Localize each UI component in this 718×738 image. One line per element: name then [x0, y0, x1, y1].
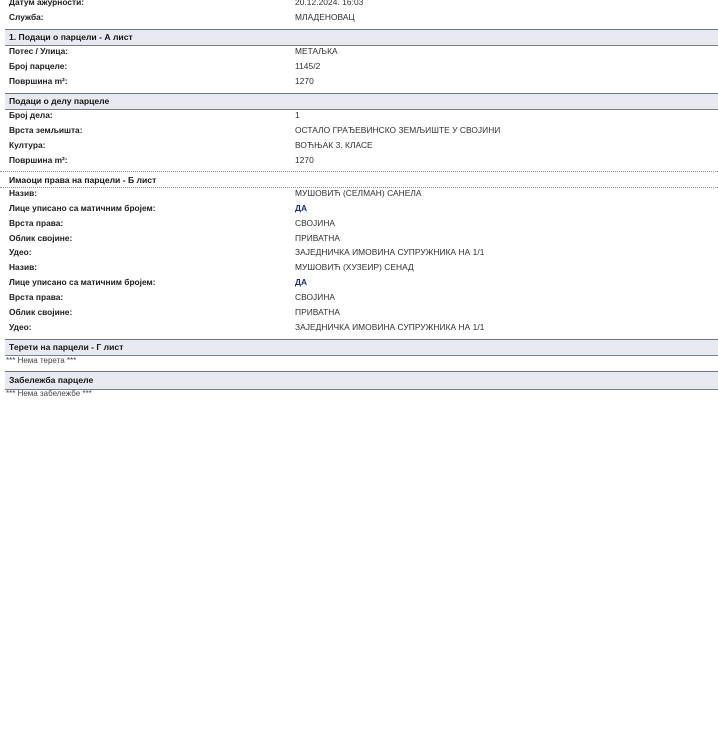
parcel-location-row: [0, 44, 718, 59]
owner-1-share-row: [0, 245, 718, 260]
service-value: МЛАДЕНОВАЦ: [295, 12, 355, 22]
owner-2-ownership-form-label: Облик својине:: [9, 307, 73, 317]
owner-1-registered-row: [0, 201, 718, 216]
owner-2-name-row: [0, 260, 718, 275]
owner-2-name-label: Назив:: [9, 262, 38, 272]
parcel-number-label: Број парцеле:: [9, 61, 68, 71]
owner-2-registered-row: [0, 275, 718, 290]
owner-1-ownership-form-value: ПРИВАТНА: [295, 233, 341, 243]
owner-2-ownership-form-row: [0, 305, 718, 320]
part-area-value: 1270: [295, 155, 314, 165]
part-number-row: [0, 108, 718, 123]
owner-2-right-type-label: Врста права:: [9, 292, 64, 302]
owner-2-right-type-row: [0, 290, 718, 305]
owner-2-share-value: ЗАЈЕДНИЧКА ИМОВИНА СУПРУЖНИКА НА 1/1: [295, 322, 485, 332]
owner-1-share-value: ЗАЈЕДНИЧКА ИМОВИНА СУПРУЖНИКА НА 1/1: [295, 247, 485, 257]
part-number-label: Број дела:: [9, 110, 53, 120]
parcel-area-value: 1270: [295, 76, 314, 86]
parcel-location-value: МЕТАЉКА: [295, 46, 338, 56]
owner-1-right-type-label: Врста права:: [9, 218, 64, 228]
owner-2-share-label: Удео:: [9, 322, 32, 332]
update-date-label: Датум ажурности:: [9, 0, 85, 7]
owner-2-registered-label: Лице уписано са матичним бројем:: [9, 277, 156, 287]
service-row: [0, 10, 718, 25]
owner-1-right-type-row: [0, 216, 718, 231]
part-area-row: [0, 153, 718, 168]
owner-1-name-label: Назив:: [9, 188, 38, 198]
section-b-title: Имаоци права на парцели - Б лист: [9, 175, 157, 185]
section-notes-title: Забележба парцеле: [9, 375, 94, 385]
owner-1-name-value: МУШОВИЋ (СЕЛМАН) САНЕЛА: [295, 188, 422, 198]
section-g-header: [5, 339, 718, 356]
section-g-title: Терети на парцели - Г лист: [9, 342, 124, 352]
update-date-value: 20.12.2024. 16:03: [295, 0, 364, 7]
owner-1-ownership-form-row: [0, 231, 718, 246]
land-type-row: [0, 123, 718, 138]
parcel-number-row: [0, 59, 718, 74]
owner-1-name-row: [0, 186, 718, 201]
owner-2-right-type-value: СВОЈИНА: [295, 292, 336, 302]
encumbrances-note: *** Нема терета ***: [6, 356, 77, 365]
owner-2-share-row: [0, 320, 718, 335]
culture-row: [0, 138, 718, 153]
parcel-area-label: Површина m²:: [9, 76, 68, 86]
section-a-title: 1. Подаци о парцели - А лист: [9, 32, 133, 42]
part-number-value: 1: [295, 110, 300, 120]
owner-1-share-label: Удео:: [9, 247, 32, 257]
parcel-area-row: [0, 74, 718, 89]
land-type-label: Врста земљишта:: [9, 125, 83, 135]
owner-2-ownership-form-value: ПРИВАТНА: [295, 307, 341, 317]
update-date-row: [0, 0, 718, 10]
culture-label: Култура:: [9, 140, 46, 150]
owner-1-ownership-form-label: Облик својине:: [9, 233, 73, 243]
section-notes-header: [5, 371, 718, 390]
culture-value: ВОЋЊАК 3. КЛАСЕ: [295, 140, 373, 150]
section-part-title: Подаци о делу парцеле: [9, 96, 110, 106]
part-area-label: Површина m²:: [9, 155, 68, 165]
owner-1-right-type-value: СВОЈИНА: [295, 218, 336, 228]
service-label: Служба:: [9, 12, 44, 22]
owner-1-registered-value: ДА: [295, 203, 308, 213]
land-type-value: ОСТАЛО ГРАЂЕВИНСКО ЗЕМЉИШТЕ У СВОЈИНИ: [295, 125, 501, 135]
owner-2-registered-value: ДА: [295, 277, 308, 287]
parcel-location-label: Потес / Улица:: [9, 46, 69, 56]
owner-1-registered-label: Лице уписано са матичним бројем:: [9, 203, 156, 213]
annotations-note: *** Нема забележбе ***: [6, 389, 92, 398]
owner-2-name-value: МУШОВИЋ (ХУЗЕИР) СЕНАД: [295, 262, 414, 272]
parcel-number-value: 1145/2: [295, 61, 321, 71]
section-b-header: [0, 171, 718, 187]
